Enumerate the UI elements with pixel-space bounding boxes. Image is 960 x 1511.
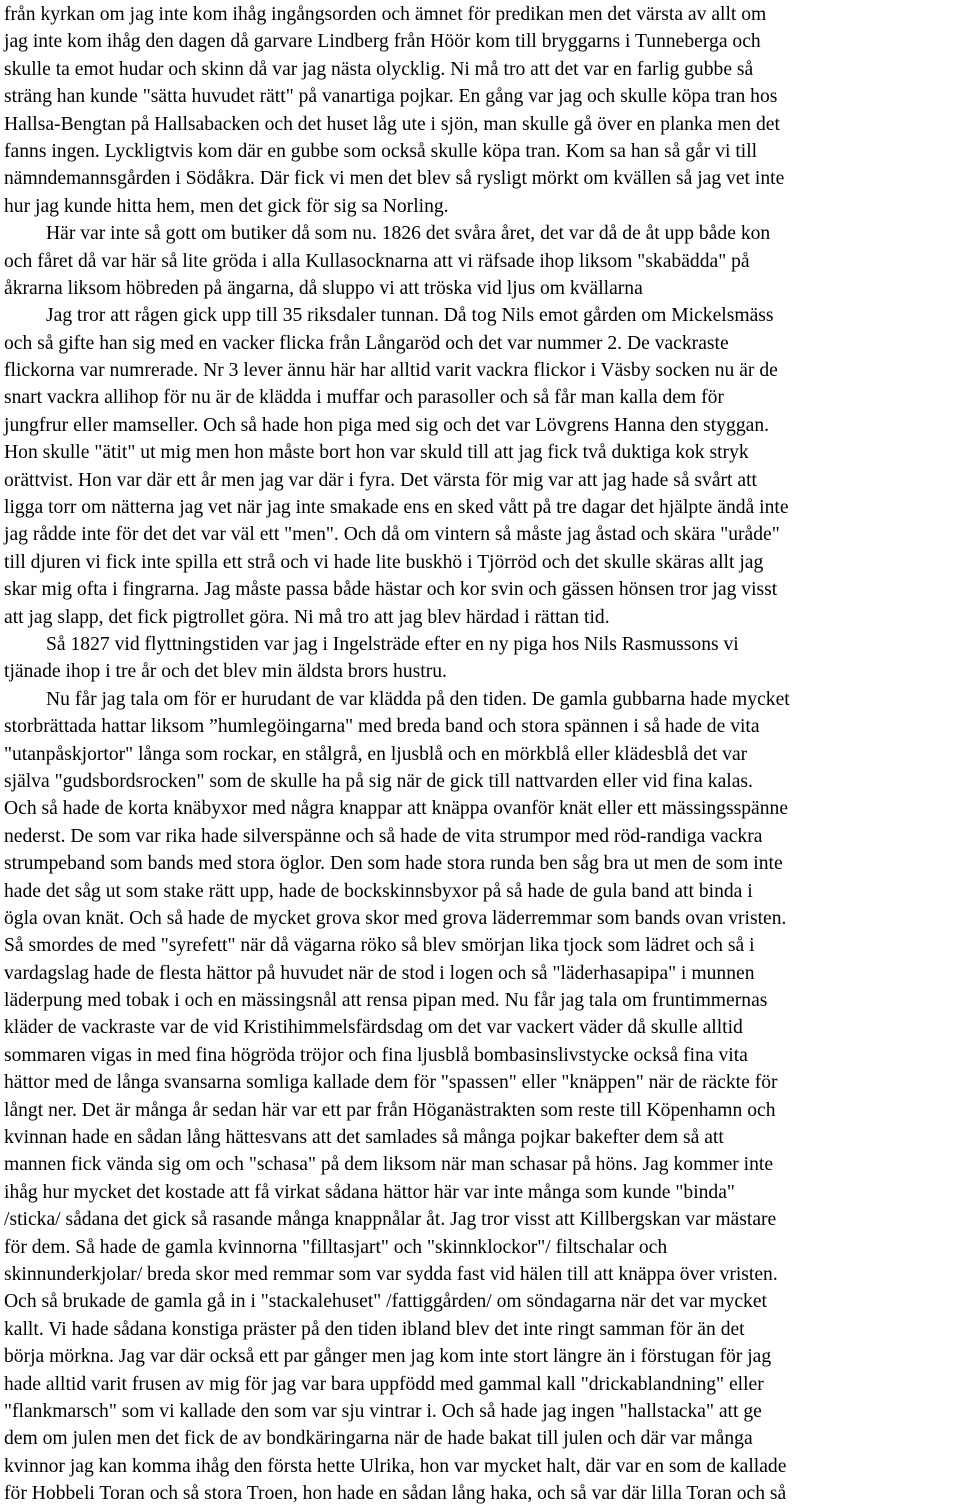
text-line: "flankmarsch" som vi kallade den som var sju vintrar i. Och så hade jag ingen "hallstacka" att ge	[4, 1400, 762, 1422]
text-line: snart vackra allihop för nu är de klädda i muffar och parasoller och så får man kalla dem för	[4, 387, 724, 409]
text-line: jag inte kom ihåg den dagen då garvare Lindberg från Höör kom till bryggarns i Tunneberga och	[4, 31, 761, 53]
text-line: /sticka/ sådana det gick så rasande många knappnålar åt. Jag tror visst att Killbergskan var mästare	[4, 1209, 777, 1231]
text-line: hur jag kunde hitta hem, men det gick för sig sa Norling.	[4, 195, 449, 217]
text-line: strumpeband som bands med stora öglor. Den som hade stora runda ben såg bra ut men de som inte	[4, 853, 783, 875]
text-line: orättvist. Hon var där ett år men jag var där i fyra. Det värsta för mig var att jag hade så svårt att	[4, 469, 757, 491]
text-line: nederst. De som var rika hade silverspänne och så hade de vita strumpor med röd-randiga vackra	[4, 825, 763, 847]
text-line: tjänade ihop i tre år och det blev min äldsta brors hustru.	[4, 661, 447, 683]
text-line: från kyrkan om jag inte kom ihåg ingångsorden och ämnet för predikan men det värsta av allt om	[4, 4, 767, 25]
text-line: för dem. Så hade de gamla kvinnorna "filltasjart" och "skinnklockor"/ filtschalar och	[4, 1236, 668, 1258]
text-line: jag rådde inte för det det var väl ett "men". Och då om vintern så måste jag åstad och skära "uråde"	[4, 524, 780, 546]
text-line: Nu får jag tala om för er hurudant de var klädda på den tiden. De gamla gubbarna hade mycket	[46, 688, 790, 710]
text-line: sommaren vigas in med fina högröda tröjor och fina ljusblå bombasinslivstycke också fina vita	[4, 1044, 748, 1066]
text-line: Så smordes de med "syrefett" när då vägarna röko så blev smörjan lika tjock som lädret och så i	[4, 935, 755, 957]
text-line: och så gifte han sig med en vacker flicka från Långaröd och det var nummer 2. De vackraste	[4, 332, 729, 354]
text-line: skinnunderkjolar/ breda skor med remmar som var sydda fast vid hälen till att knäppa över vristen.	[4, 1263, 778, 1285]
text-line: vardagslag hade de flesta hättor på huvudet när de stod i logen och så "läderhasapipa" i munnen	[4, 962, 755, 984]
text-line: Jag tror att rågen gick upp till 35 riksdaler tunnan. Då tog Nils emot gården om Mickelsmäss	[46, 305, 774, 327]
text-line: Och så hade de korta knäbyxor med några knappar att knäppa ovanför knät eller ett mässingsspänne	[4, 798, 789, 820]
text-line: Och så brukade de gamla gå in i "stackalehuset" /fattiggården/ om söndagarna när det var mycket	[4, 1291, 767, 1313]
text-line: Här var inte så gott om butiker då som nu. 1826 det svåra året, det var då de åt upp både kon	[46, 223, 771, 245]
text-line: ögla ovan knät. Och så hade de mycket grova skor med grova läderremmar som bands ovan vristen.	[4, 907, 787, 929]
text-line: storbrättada hattar liksom ”humlegöingarna" med breda band och stora spännen i så hade de vita	[4, 716, 760, 738]
text-line: kläder de vackraste var de vid Kristihimmelsfärdsdag om det var vackert väder då skulle alltid	[4, 1017, 743, 1039]
text-line: själva "gudsbordsrocken" som de skulle ha på sig när de gick till nattvarden eller vid fina kalas.	[4, 770, 753, 792]
text-line: hade det såg ut som stake rätt upp, hade de bockskinnsbyxor på så hade de gula band att binda i	[4, 880, 753, 902]
text-line: kvinnan hade en sådan lång hättesvans att det samlades så många pojkar bakefter dem så att	[4, 1127, 724, 1149]
text-line: skulle ta emot hudar och skinn då var jag nästa olycklig. Ni må tro att det var en farlig gubbe så	[4, 58, 754, 80]
text-line: "utanpåskjortor" långa som rockar, en stålgrå, en ljusblå och en mörkblå eller klädesblå det var	[4, 743, 748, 765]
text-line: hade alltid varit frusen av mig för jag var bara uppfödd med gammal kall "drickablandning" eller	[4, 1373, 764, 1395]
text-line: åkrarna liksom höbreden på ängarna, då sluppo vi att tröska vid ljus om kvällarna	[4, 277, 643, 299]
text-line: Så 1827 vid flyttningstiden var jag i Ingelsträde efter en ny piga hos Nils Rasmussons vi	[46, 633, 739, 655]
text-line: långt ner. Det är många år sedan här var ett par från Höganästrakten som reste till Köpenhamn och	[4, 1099, 776, 1121]
text-line: mannen fick vända sig om och "schasa" på dem liksom när man schasar på höns. Jag kommer inte	[4, 1154, 774, 1176]
text-line: börja mörkna. Jag var där också ett par gånger men jag kom inte stort längre än i förstugan för jag	[4, 1346, 772, 1368]
text-line: sträng han kunde "sätta huvudet rätt" på vanartiga pojkar. En gång var jag och skulle köpa tran hos	[4, 86, 778, 108]
text-line: till djuren vi fick inte spilla ett strå och vi hade lite buskhö i Tjörröd och det skulle skäras allt jag	[4, 551, 764, 573]
text-line: Hallsa-Bengtan på Hallsabacken och det huset låg ute i sjön, man skulle gå över en planka men det	[4, 113, 780, 135]
text-line: för Hobbeli Toran och så stora Troen, hon hade en sådan lång haka, och så var där lilla Toran och så	[4, 1483, 787, 1505]
text-line: flickorna var numrerade. Nr 3 lever ännu här har alltid varit vackra flickor i Väsby socken nu är de	[4, 360, 778, 382]
text-line: dem om julen men det fick de av bondkäringarna när de hade bakat till julen och där var många	[4, 1428, 753, 1450]
text-line: ihåg hur mycket det kostade att få virkat sådana hättor här var inte många som kunde "binda"	[4, 1181, 735, 1203]
text-line: jungfrur eller mamseller. Och så hade hon piga med sig och det var Lövgrens Hanna den styggan.	[4, 414, 770, 436]
text-line: och fåret då var här så lite gröda i alla Kullasocknarna att vi räfsade ihop liksom "skabädda" på	[4, 250, 750, 272]
text-line: ligga torr om nätterna jag vet när jag inte smakade ens en sked vått på tre dagar det hjälpte ändå inte	[4, 497, 789, 519]
text-line: kallt. Vi hade sådana konstiga präster på den tiden ibland blev det inte ringt samman för än det	[4, 1318, 745, 1340]
text-line: kvinnor jag kan komma ihåg den första hette Ulrika, hon var mycket halt, där var en som de kallade	[4, 1455, 787, 1477]
text-line: att jag slapp, det fick pigtrollet göra. Ni må tro att jag blev härdad i rättan tid.	[4, 606, 610, 628]
text-line: skar mig ofta i fingrarna. Jag måste passa både hästar och kor svin och gässen hönsen tror jag visst	[4, 579, 778, 601]
text-line: hättor med de långa svansarna somliga kallade dem för "spassen" eller "knäppen" när de räckte för	[4, 1072, 778, 1094]
text-line: Hon skulle "ätit" ut mig men hon måste bort hon var skuld till att jag fick två duktiga kok stryk	[4, 442, 749, 464]
text-line: läderpung med tobak i och en mässingsnål att rensa pipan med. Nu får jag tala om fruntimmernas	[4, 990, 768, 1012]
text-line: nämndemannsgården i Södåkra. Där fick vi men det blev så rysligt mörkt om kvällen så jag vet inte	[4, 168, 785, 190]
body-text	[4, 1, 959, 1507]
text-line: fanns ingen. Lyckligtvis kom där en gubbe som också skulle köpa tran. Kom sa han så går vi till	[4, 140, 758, 162]
